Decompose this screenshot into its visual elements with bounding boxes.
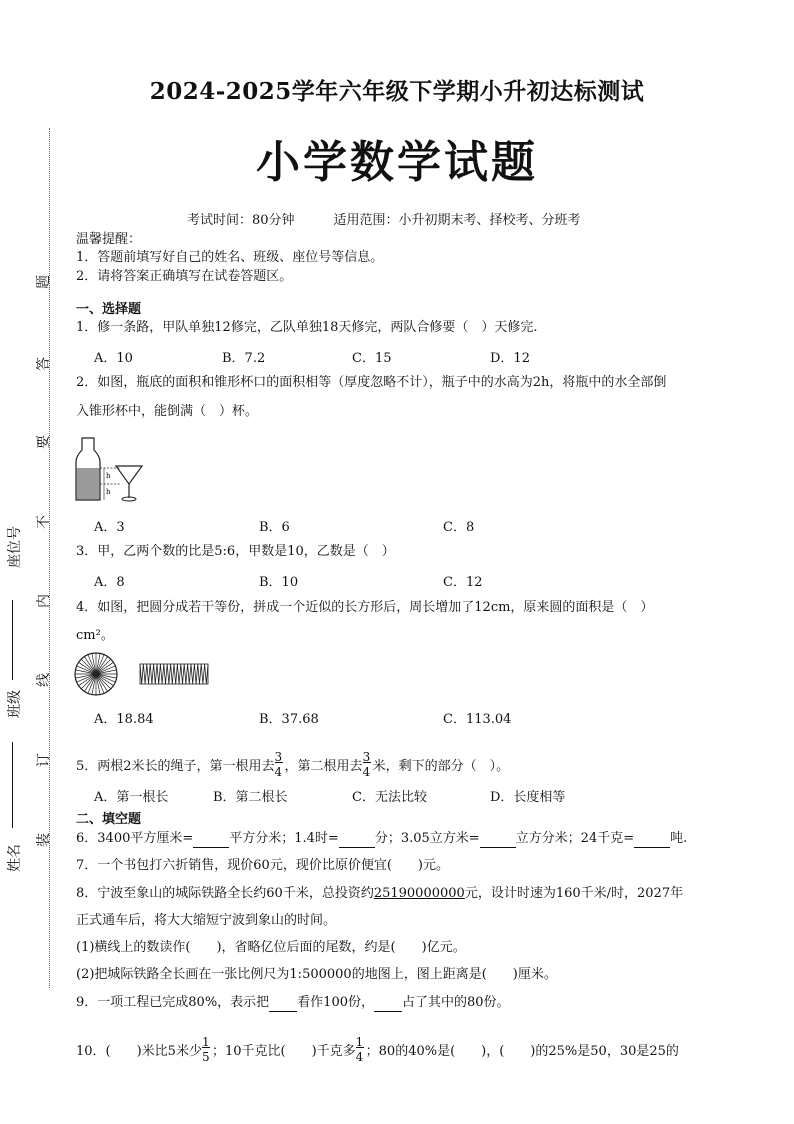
question-10: 10．( )米比5米少 $\frac{1}{5}$ ；10千克比( )千克多 $\frac{1}{4}$ ；80的40%是( )，( )的25%是50，30是25的 [76, 1035, 679, 1064]
option-b: B．10 [259, 575, 299, 590]
seal-char: 线 [36, 673, 52, 687]
answer-blank[interactable] [374, 997, 402, 1012]
q5-text-part3: 米，剩下的部分（ ）。 [372, 759, 510, 774]
q5-text-part2: ，第二根用去 [284, 759, 363, 774]
option-c: C．15 [352, 351, 392, 366]
option-c: C．12 [443, 575, 483, 590]
exam-info: 考试时间：80分钟 适用范围：小升初期末考、择校考、分班考 [187, 213, 581, 228]
option-a: A．第一根长 [94, 790, 169, 805]
question-5: 5．两根2米长的绳子，第一根用去 $\frac{3}{4}$ ，第二根用去 $\frac{3}{4}$ 米，剩下的部分（ ）。 [76, 750, 510, 779]
seal-dotted-line [49, 128, 50, 988]
tips-title: 温馨提醒： [76, 232, 142, 247]
option-c: C．8 [443, 520, 475, 535]
section-title: 一、选择题 [76, 302, 142, 317]
answer-blank[interactable] [634, 833, 670, 848]
option-d: D．长度相等 [490, 790, 566, 805]
question-7: 7．一个书包打六折销售，现价60元，现价比原价便宜( )元。 [76, 858, 449, 873]
question-8-cont: 正式通车后，将大大缩短宁波到象山的时间。 [76, 913, 337, 928]
answer-blank[interactable] [339, 833, 375, 848]
option-a: A．8 [94, 575, 125, 590]
answer-blank[interactable] [269, 997, 297, 1012]
question-3: 3．甲，乙两个数的比是5:6，甲数是10，乙数是（ ） [76, 544, 395, 559]
investment-number: 25190000000 [373, 886, 465, 901]
h-label: h [106, 488, 111, 496]
q5-text-part1: 5．两根2米长的绳子，第一根用去 [76, 759, 275, 774]
option-d: D．12 [490, 351, 530, 366]
seal-char: 不 [36, 515, 52, 529]
option-a: A．3 [94, 520, 125, 535]
option-c: C．113.04 [443, 712, 512, 727]
question-4-cont: cm²。 [76, 628, 114, 643]
page-title: 小学数学试题 [256, 137, 538, 188]
circle-to-rectangle-figure [74, 651, 214, 697]
question-8: 8．宁波至象山的城际铁路全长约60千米，总投资约25190000000元，设计时速为160千米/时，2027年 [76, 886, 684, 901]
question-8-sub1: (1)横线上的数读作( )，省略亿位后面的尾数，约是( )亿元。 [76, 940, 466, 955]
bottle-glass-figure [74, 436, 146, 504]
h-label: h [106, 472, 111, 480]
seal-char: 订 [36, 753, 52, 767]
seal-char: 答 [36, 357, 52, 371]
option-b: B．7.2 [222, 351, 266, 366]
seat-label: 座位号 [7, 526, 23, 568]
option-b: B．6 [259, 520, 290, 535]
seat-line [12, 600, 13, 680]
question-8-sub2: (2)把城际铁路全长画在一张比例尺为1:500000的地图上，图上距离是( )厘米。 [76, 967, 557, 982]
tip-line: 1．答题前填写好自己的姓名、班级、座位号等信息。 [76, 250, 384, 265]
answer-blank[interactable] [193, 833, 229, 848]
question-1: 1．修一条路，甲队单独12修完，乙队单独18天修完，两队合修要（ ）天修完. [76, 320, 538, 335]
class-line [12, 742, 13, 828]
section-title: 二、填空题 [76, 812, 142, 827]
question-2: 2．如图，瓶底的面积和锥形杯口的面积相等（厚度忽略不计），瓶子中的水高为2h，将瓶中的水全部倒 [76, 375, 667, 390]
question-4: 4．如图，把圆分成若干等份，拼成一个近似的长方形后，周长增加了12cm，原来圆的面积是（ ） [76, 600, 654, 615]
seal-char: 要 [36, 435, 52, 449]
option-b: B．第二根长 [213, 790, 288, 805]
question-9: 9．一项工程已完成80%，表示把 看作100份， 占了其中的80份。 [76, 995, 510, 1010]
question-6: 6．3400平方厘米= 平方分米；1.4时= 分；3.05立方米= 立方分米；24千克= 吨. [76, 831, 688, 846]
question-2-cont: 入锥形杯中，能倒满（ ）杯。 [76, 404, 259, 419]
option-a: A．10 [94, 351, 133, 366]
tip-line: 2．请将答案正确填写在试卷答题区。 [76, 269, 293, 284]
seal-char: 内 [36, 594, 52, 608]
exam-series-title: 2024-2025学年六年级下学期小升初达标测试 [149, 78, 645, 105]
class-label: 班级 [7, 690, 23, 718]
name-label: 姓名 [7, 844, 23, 872]
seal-char: 装 [36, 833, 52, 847]
option-a: A．18.84 [94, 712, 154, 727]
seal-char: 题 [36, 275, 52, 289]
option-b: B．37.68 [259, 712, 319, 727]
answer-blank[interactable] [480, 833, 516, 848]
option-c: C．无法比较 [352, 790, 427, 805]
